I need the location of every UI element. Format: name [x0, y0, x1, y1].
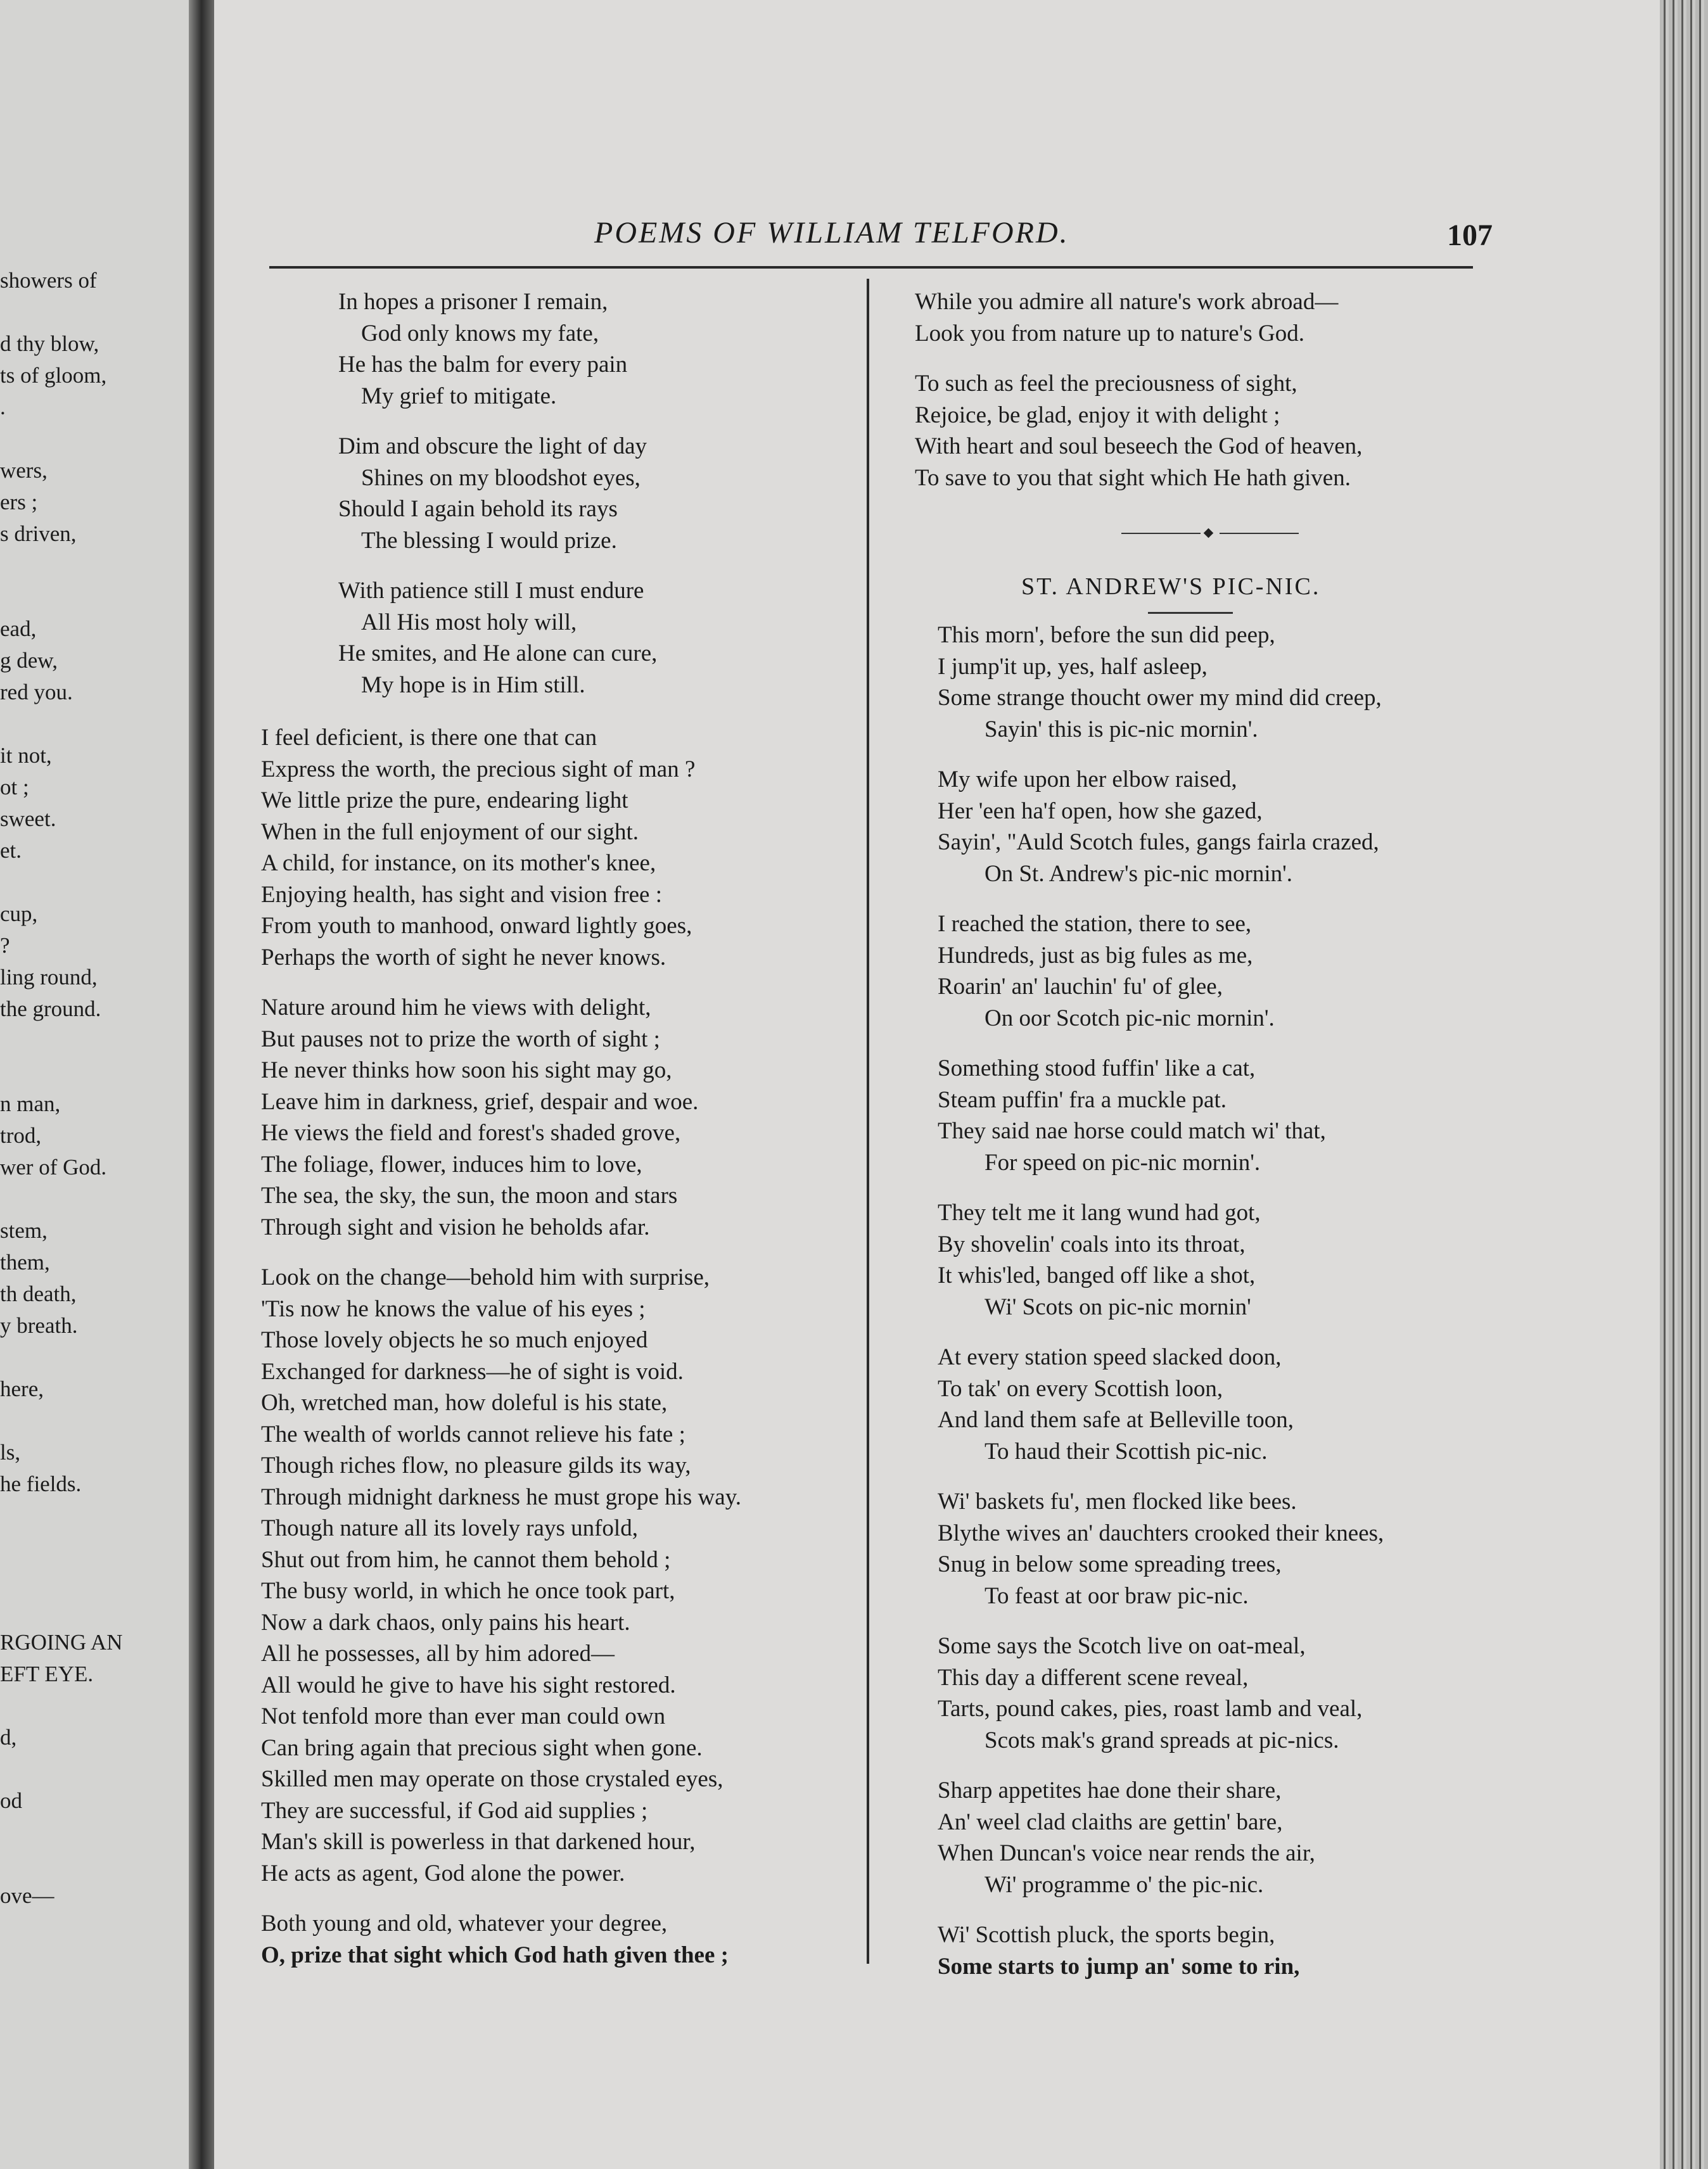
verse-line: At every station speed slacked doon, [938, 1344, 1282, 1370]
refrain-line: Wi' Scots on pic-nic mornin' [985, 1294, 1251, 1320]
facing-text-line [0, 1690, 122, 1722]
stanza-gap [261, 412, 741, 431]
facing-text-line: ove— [0, 1883, 54, 1908]
verse-line: The sea, the sky, the sun, the moon and stars [261, 1183, 678, 1209]
facing-text-line [0, 1405, 122, 1437]
verse-line: All he possesses, all by him adored— [261, 1641, 615, 1667]
diamond-icon [1204, 528, 1214, 538]
page-edge [1660, 0, 1708, 2169]
stanza [261, 1908, 741, 1971]
stanza [915, 764, 1384, 889]
ornament-rule-left [1121, 533, 1201, 534]
title-underline [1148, 612, 1233, 614]
facing-text-line [0, 1025, 122, 1057]
stanza-gap [261, 973, 741, 992]
stanza-gap [261, 1889, 741, 1908]
stanza [915, 368, 1362, 493]
verse-line: Though nature all its lovely rays unfold, [261, 1515, 638, 1541]
verse-line: O, prize that sight which God hath given thee ; [261, 1942, 729, 1968]
verse-line: We little prize the pure, endearing light [261, 787, 628, 813]
facing-text-line: here, [0, 1377, 44, 1401]
verse-line: Shines on my bloodshot eyes, [361, 464, 640, 491]
facing-text-line: he fields. [0, 1472, 82, 1496]
stanza-gap [915, 1756, 1384, 1775]
verse-line: Enjoying health, has sight and vision free : [261, 881, 662, 908]
verse-line: Man's skill is powerless in that darkened hour, [261, 1829, 696, 1855]
stanza [915, 1342, 1384, 1467]
facing-text-line [0, 1595, 122, 1627]
verse-line: Roarin' an' lauchin' fu' of glee, [938, 974, 1223, 1000]
facing-text-line: ? [0, 933, 10, 958]
facing-text-line: red you. [0, 680, 73, 704]
stanza [915, 1197, 1384, 1323]
facing-text-line: ling round, [0, 965, 98, 989]
verse-line: When Duncan's voice near rends the air, [938, 1840, 1315, 1866]
verse-line: I jump'it up, yes, half asleep, [938, 653, 1208, 680]
stanza [915, 908, 1384, 1034]
verse-line: Leave him in darkness, grief, despair and woe. [261, 1088, 699, 1115]
verse-line: Her 'een ha'f open, how she gazed, [938, 798, 1263, 824]
facing-page-text [0, 265, 122, 1912]
verse-line: Look you from nature up to nature's God. [915, 320, 1304, 347]
facing-text-line: od [0, 1788, 22, 1813]
facing-page-fragment [0, 0, 189, 2169]
facing-text-line [0, 550, 122, 582]
verse-line: By shovelin' coals into its throat, [938, 1231, 1246, 1257]
facing-text-line [0, 867, 122, 898]
stanza-gap [915, 1178, 1384, 1197]
verse-line: The blessing I would prize. [361, 527, 617, 554]
facing-text-line: EFT EYE. [0, 1662, 94, 1686]
verse-line: Blythe wives an' dauchters crooked their knees, [938, 1520, 1384, 1546]
verse-line: God only knows my fate, [361, 320, 599, 347]
verse-line: Steam puffin' fra a muckle pat. [938, 1086, 1227, 1113]
verse-line: This morn', before the sun did peep, [938, 622, 1275, 648]
verse-line: Sharp appetites hae done their share, [938, 1778, 1282, 1803]
facing-text-line: n man, [0, 1091, 61, 1116]
stanza [915, 1486, 1384, 1612]
stanza [915, 1775, 1384, 1900]
stanza-gap [261, 1243, 741, 1262]
verse-line: And land them safe at Belleville toon, [938, 1407, 1294, 1433]
page-number: 107 [1447, 219, 1493, 252]
verse-line: Oh, wretched man, how doleful is his state, [261, 1390, 668, 1416]
facing-text-line [0, 1532, 122, 1563]
verse-line: The busy world, in which he once took part, [261, 1578, 675, 1604]
verse-line: This day a different scene reveal, [938, 1664, 1249, 1691]
facing-text-line [0, 1342, 122, 1373]
verse-line: The foliage, flower, induces him to love, [261, 1151, 642, 1178]
facing-text-line: d, [0, 1725, 17, 1750]
verse-line: Should I again behold its rays [338, 496, 618, 522]
verse-line: A child, for instance, on its mother's knee, [261, 850, 656, 876]
verse-line: To save to you that sight which He hath given. [915, 464, 1351, 491]
facing-text-line [0, 1563, 122, 1595]
verse-line: I feel deficient, is there one that can [261, 725, 597, 751]
verse-line: Sayin', "Auld Scotch fules, gangs fairla crazed, [938, 829, 1379, 855]
stanza-gap [915, 349, 1362, 368]
facing-text-line [0, 1848, 122, 1880]
facing-text-line: trod, [0, 1123, 42, 1148]
verse-line: Wi' Scottish pluck, the sports begin, [938, 1922, 1275, 1948]
verse-line: In hopes a prisoner I remain, [338, 289, 608, 315]
facing-text-line: it not, [0, 743, 52, 768]
right-column-poem [915, 620, 1384, 1982]
refrain-line: On oor Scotch pic-nic mornin'. [985, 1005, 1275, 1031]
refrain-line: To haud their Scottish pic-nic. [985, 1438, 1268, 1465]
verse-line: To tak' on every Scottish loon, [938, 1375, 1223, 1402]
facing-text-line [0, 708, 122, 740]
verse-line: Can bring again that precious sight when gone. [261, 1734, 703, 1761]
verse-line: Something stood fuffin' like a cat, [938, 1055, 1256, 1081]
verse-line: From youth to manhood, onward lightly goes, [261, 913, 692, 939]
facing-text-line: ers ; [0, 490, 38, 514]
facing-text-line [0, 1500, 122, 1532]
stanza [915, 1631, 1384, 1756]
refrain-line: Sayin' this is pic-nic mornin'. [985, 716, 1258, 742]
facing-text-line: s driven, [0, 521, 77, 546]
right-column-top [915, 286, 1362, 493]
stanza-gap [261, 701, 741, 722]
facing-text-line [0, 1183, 122, 1215]
verse-line: He smites, and He alone can cure, [338, 640, 658, 666]
facing-text-line [0, 1753, 122, 1785]
stanza [261, 992, 741, 1243]
verse-line: Shut out from him, he cannot them behold ; [261, 1546, 671, 1573]
verse-line: With patience still I must endure [338, 578, 644, 604]
facing-text-line: showers of [0, 268, 97, 293]
verse-line: Snug in below some spreading trees, [938, 1551, 1282, 1577]
facing-text-line: wers, [0, 458, 48, 483]
refrain-line: To feast at oor braw pic-nic. [985, 1582, 1249, 1609]
verse-line: Some strange thoucht ower my mind did creep, [938, 685, 1382, 711]
verse-line: Wi' baskets fu', men flocked like bees. [938, 1489, 1297, 1515]
verse-line: My wife upon her elbow raised, [938, 766, 1237, 792]
stanza [915, 286, 1362, 349]
refrain-line: On St. Andrew's pic-nic mornin'. [985, 860, 1293, 887]
poem-title: ST. ANDREW'S PIC-NIC. [1021, 573, 1321, 600]
facing-text-line: ts of gloom, [0, 363, 107, 388]
verse-line: Those lovely objects he so much enjoyed [261, 1327, 648, 1353]
verse-line: My hope is in Him still. [361, 671, 585, 698]
verse-line: Hundreds, just as big fules as me, [938, 942, 1253, 969]
book-gutter [189, 0, 214, 2169]
stanza [915, 1919, 1384, 1982]
verse-line: Look on the change—behold him with surprise, [261, 1264, 710, 1290]
facing-text-line: the ground. [0, 996, 101, 1021]
running-title: POEMS OF WILLIAM TELFORD. [594, 216, 1069, 250]
facing-text-line [0, 582, 122, 613]
stanza-gap [915, 889, 1384, 908]
verse-line: They telt me it lang wund had got, [938, 1200, 1261, 1226]
facing-text-line: cup, [0, 901, 38, 926]
facing-text-line: d thy blow, [0, 331, 99, 356]
ornament-rule-right [1220, 533, 1299, 534]
verse-line: Express the worth, the precious sight of man ? [261, 756, 696, 782]
verse-line: Through midnight darkness he must grope his way. [261, 1484, 742, 1510]
stanza [915, 1053, 1384, 1178]
stanza [261, 1262, 741, 1889]
verse-line: It whis'led, banged off like a shot, [938, 1263, 1256, 1288]
verse-line: The wealth of worlds cannot relieve his fate ; [261, 1421, 685, 1447]
facing-text-line [0, 1057, 122, 1088]
stanza-gap [915, 745, 1384, 764]
verse-line: With heart and soul beseech the God of heaven, [915, 433, 1363, 459]
verse-line: Exchanged for darkness—he of sight is void. [261, 1358, 684, 1385]
stanza-gap [915, 1467, 1384, 1486]
stanza-gap [915, 1612, 1384, 1631]
verse-line: Rejoice, be glad, enjoy it with delight ; [915, 402, 1280, 428]
verse-line: Some says the Scotch live on oat-meal, [938, 1633, 1306, 1659]
verse-line: Through sight and vision he beholds afar. [261, 1214, 650, 1240]
verse-line: Dim and obscure the light of day [338, 433, 647, 459]
stanza-gap [915, 1900, 1384, 1919]
column-rule [867, 279, 869, 1964]
stanza [261, 575, 741, 701]
stanza-gap [915, 1323, 1384, 1342]
verse-line: My grief to mitigate. [361, 383, 557, 409]
stanza [261, 286, 741, 412]
facing-text-line: ot ; [0, 775, 29, 799]
facing-text-line: ls, [0, 1440, 21, 1465]
verse-line: All would he give to have his sight restored. [261, 1672, 676, 1698]
facing-text-line: RGOING AN [0, 1630, 123, 1655]
facing-text-line [0, 1817, 122, 1848]
facing-text-line [0, 423, 122, 455]
facing-text-line: y breath. [0, 1313, 78, 1338]
refrain-line: Scots mak's grand spreads at pic-nics. [985, 1727, 1339, 1753]
facing-text-line: sweet. [0, 806, 56, 831]
header-rule [269, 266, 1473, 269]
facing-text-line: et. [0, 838, 22, 863]
verse-line: They said nae horse could match wi' that, [938, 1118, 1326, 1144]
verse-line: 'Tis now he knows the value of his eyes ; [261, 1295, 646, 1322]
verse-line: When in the full enjoyment of our sight. [261, 818, 639, 845]
verse-line: To such as feel the preciousness of sight, [915, 371, 1297, 397]
left-column [261, 286, 741, 1971]
verse-line: Both young and old, whatever your degree, [261, 1911, 668, 1937]
verse-line: Tarts, pound cakes, pies, roast lamb and veal, [938, 1696, 1363, 1722]
verse-line: Not tenfold more than ever man could own [261, 1703, 666, 1729]
verse-line: He acts as agent, God alone the power. [261, 1860, 625, 1886]
verse-line: He has the balm for every pain [338, 352, 628, 378]
verse-line: They are successful, if God aid supplies ; [261, 1797, 648, 1824]
verse-line: But pauses not to prize the worth of sight ; [261, 1026, 660, 1052]
verse-line: While you admire all nature's work abroad— [915, 289, 1339, 315]
verse-line: All His most holy will, [361, 609, 577, 635]
refrain-line: For speed on pic-nic mornin'. [985, 1149, 1261, 1176]
verse-line: He views the field and forest's shaded grove, [261, 1120, 681, 1146]
facing-text-line: stem, [0, 1218, 48, 1243]
facing-text-line [0, 296, 122, 328]
stanza-gap [915, 1034, 1384, 1053]
verse-line: Though riches flow, no pleasure gilds its way, [261, 1453, 691, 1479]
verse-line: Perhaps the worth of sight he never knows. [261, 944, 666, 970]
verse-line: An' weel clad claiths are gettin' bare, [938, 1809, 1283, 1835]
section-ornament [1121, 530, 1299, 537]
verse-line: Skilled men may operate on those crystaled eyes, [261, 1766, 723, 1792]
verse-line: I reached the station, there to see, [938, 911, 1252, 937]
stanza [915, 620, 1384, 745]
facing-text-line: g dew, [0, 648, 58, 673]
facing-text-line: . [0, 395, 6, 419]
stanza-gap [261, 556, 741, 575]
facing-text-line: ead, [0, 616, 37, 641]
verse-line: Nature around him he views with delight, [261, 995, 651, 1021]
verse-line: Now a dark chaos, only pains his heart. [261, 1609, 630, 1636]
refrain-line: Wi' programme o' the pic-nic. [985, 1871, 1264, 1898]
verse-line: He never thinks how soon his sight may go, [261, 1057, 672, 1083]
facing-text-line: wer of God. [0, 1155, 107, 1180]
verse-line: Some starts to jump an' some to rin, [938, 1953, 1300, 1980]
stanza [261, 431, 741, 556]
stanza [261, 722, 741, 973]
facing-text-line: th death, [0, 1282, 77, 1306]
facing-text-line: them, [0, 1250, 50, 1275]
